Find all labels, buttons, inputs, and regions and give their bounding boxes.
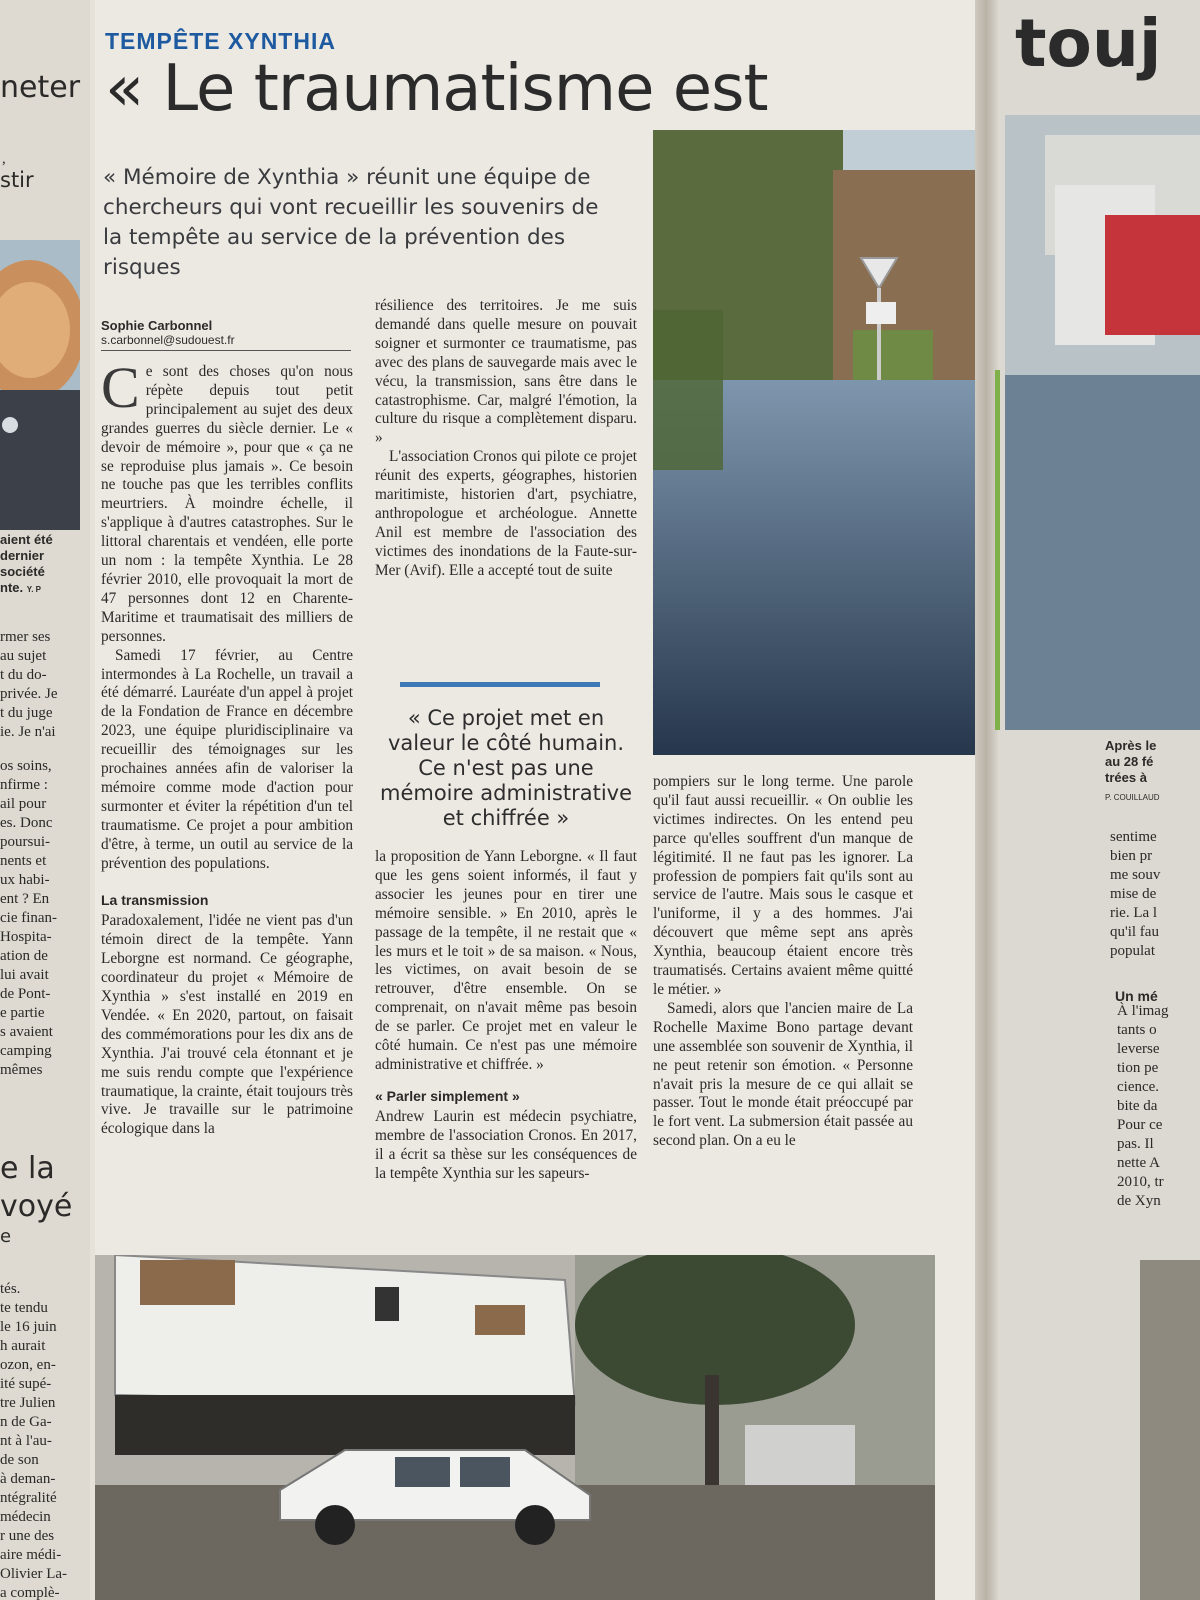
subhead-transmission: La transmission — [101, 892, 209, 909]
left-column-b: os soins, nfirme : ail pour es. Donc poursui- nents et ux habi- ent ? En cie finan- Hospita- ation de lui avait de Pont- e partie s avaient camping mêmes — [0, 758, 58, 1078]
article-column-2-continued — [375, 848, 637, 1183]
column-3-paragraph-1: pompiers sur le long terme. Une parole qu'il faut aussi recueillir. « On oublie les victimes indirectes. On les entend peu parce qu'elles souffrent d'un manque de légitimité. Il ne faut pas les ignorer. La profession de pompiers fait qu'ils sont au service de l'autre. Mais sous le casque et l'uniforme, il y a des hommes. J'ai découvert que même sept ans après Xynthia, beaucoup étaient encore très traumatisés. Certains avaient même quitté le métier. » — [653, 773, 913, 998]
column-2-paragraph-4: Andrew Laurin est médecin psychiatre, membre de l'association Cronos. En 2017, il a écrit sa thèse sur les conséquences de la tempête Xynthia sur les sapeurs- — [375, 1107, 637, 1182]
left-page-chapo: stir — [0, 168, 34, 192]
column-2-paragraph-3: la proposition de Yann Leborgne. « Il faut que les gens soient informés, il faut y associer les jeunes pour en tirer une mémoire sensible. » En 2010, après le passage de la tempête, il ne restait que « les murs et le toit » de sa maison. « Nous, les victimes, on avait besoin de se retrouver, d'être ensemble. On se comprenait, on n'avait même pas besoin de se parler. Ce projet met en valeur le côté humain. Ce n'est pas une mémoire administrative et chiffrée. » — [375, 848, 637, 1073]
right-subhead: Un mé — [1115, 988, 1158, 1004]
section-label: TEMPÊTE XYNTHIA — [105, 28, 336, 54]
left-adjacent-page — [0, 0, 90, 1600]
byline — [101, 318, 351, 351]
pullquote-rule — [400, 682, 600, 687]
column-1-paragraph-3: Paradoxalement, l'idée ne vient pas d'un témoin direct de la tempête. Yann Leborgne est normand. Ce géographe, coordinateur du projet « Mémoire de Xynthia » s'est installé en 2019 en Vendée. « En 2020, partout, on faisait des commémorations pour les dix ans de Xynthia. J'ai trouvé cela étonnant et je me suis rendu compte que l'expérience traumatique, la crainte, était toujours très vive. Je travaille sur le patrimoine écologique dans la — [101, 912, 353, 1138]
column-1-paragraph-1: e sont des choses qu'on nous répète depuis tout petit principalement au sujet des deux grandes guerres du siècle dernier. Le « devoir de mémoire », pour que « ça ne se reproduise plus jamais ». Ce besoin ne touche pas que les terribles conflits meurtriers. À moindre échelle, il s'applique à d'autres catastrophes. Sur le littoral charentais et vendéen, elle porte un nom : la tempête Xynthia. Le 28 février 2010, elle provoquait la mort de 47 personnes dont 12 en Charente-Maritime et traumatisait des milliers de personnes. — [101, 363, 353, 645]
column-1-paragraph-2: Samedi 17 février, au Centre intermondes à La Rochelle, un travail a été démarré. Lauréate d'un appel à projet de la Fondation de France en décembre 2023, une équipe pluridisciplinaire va recueillir des témoignages sur les prochaines années afin de valoriser la mémoire comme mode d'action pour surmonter et éviter la répétition d'un tel traumatisme. Ce projet a pour ambition d'être, à terme, un outil au service de la prévention des populations. — [101, 646, 353, 872]
subhead-parler-simplement: « Parler simplement » — [375, 1087, 520, 1104]
article-chapo: « Mémoire de Xynthia » réunit une équipe de chercheurs qui vont recueillir les souvenirs de la tempête au service de la prévention des risques — [103, 165, 599, 280]
storm-damage-photo — [95, 1255, 935, 1600]
article-column-1 — [101, 355, 353, 1139]
right-column-b: À l'imag tants o leverse tion pe cience. bite da Pour ce pas. Il nette A 2010, tr de Xyn — [1117, 1003, 1169, 1209]
left-column-a: rmer ses au sujet t du do- privée. Je t du juge ie. Je n'ai — [0, 629, 58, 740]
right-photo-caption: Après le au 28 fé trées à P. COUILLAUD — [1105, 738, 1160, 802]
article-headline: « Le traumatisme est — [105, 52, 768, 126]
truck-flood-photo — [1005, 115, 1200, 730]
author-name: Sophie Carbonnel — [101, 318, 213, 333]
pull-quote: « Ce projet met en valeur le côté humain. Ce n'est pas une mémoire administrative et chiffrée » — [379, 706, 632, 830]
column-2-paragraph-1: résilience des territoires. Je me suis demandé dans quelle mesure on pouvait soigner et surmonter ce traumatisme, pas avec des plans de sauvegarde mais avec le vécu, la transmission, sans être dans le catastrophisme. Car, malgré l'émotion, la culture du risque a complètement disparu. » — [375, 297, 637, 447]
right-page-photo — [1140, 1260, 1200, 1600]
column-3-paragraph-2: Samedi, alors que l'ancien maire de La Rochelle Maxime Bono partage devant une assemblée son souvenir de Xynthia, il ne peut retenir son émotion. « Personne n'avait pris la mesure de ce qui allait se passer. Tout le monde était préoccupé par le fort vent. La submersion était passée au second plan. On a eu le — [653, 999, 913, 1150]
article-column-2 — [375, 297, 637, 581]
page-gutter — [975, 0, 1003, 1600]
drop-cap: C — [101, 355, 140, 420]
left-photo-caption: aient été dernier société nte. Y. P — [0, 532, 53, 595]
flooded-road-photo — [653, 130, 975, 755]
left-column-c: tés. te tendu le 16 juin h aurait ozon, en- ité supé- tre Julien n de Ga- nt à l'au- de son à deman- ntégralité médecin r une des aire médi- Olivier La- a complè- — [0, 1281, 68, 1600]
right-page-headline: touj — [1015, 5, 1162, 82]
left-page-line: , — [2, 151, 6, 167]
right-column-a: sentime bien pr me souv mise de rie. La l qu'il fau populat — [1110, 829, 1161, 959]
author-email: s.carbonnel@sudouest.fr — [101, 333, 351, 351]
left-page-headline-2: e la voyé e — [0, 1151, 73, 1247]
article-column-3 — [653, 773, 913, 1151]
left-page-headline: neter — [0, 70, 81, 105]
column-2-paragraph-2: L'association Cronos qui pilote ce projet réunit des experts, géographes, historien maritimiste, historien d'art, psychiatre, anthropologue et archéologue. Annette Anil est membre de l'association des victimes des inondations de la Faute-sur-Mer (Avif). Elle a accepté tout de suite — [375, 448, 637, 579]
person-photo — [0, 240, 80, 530]
